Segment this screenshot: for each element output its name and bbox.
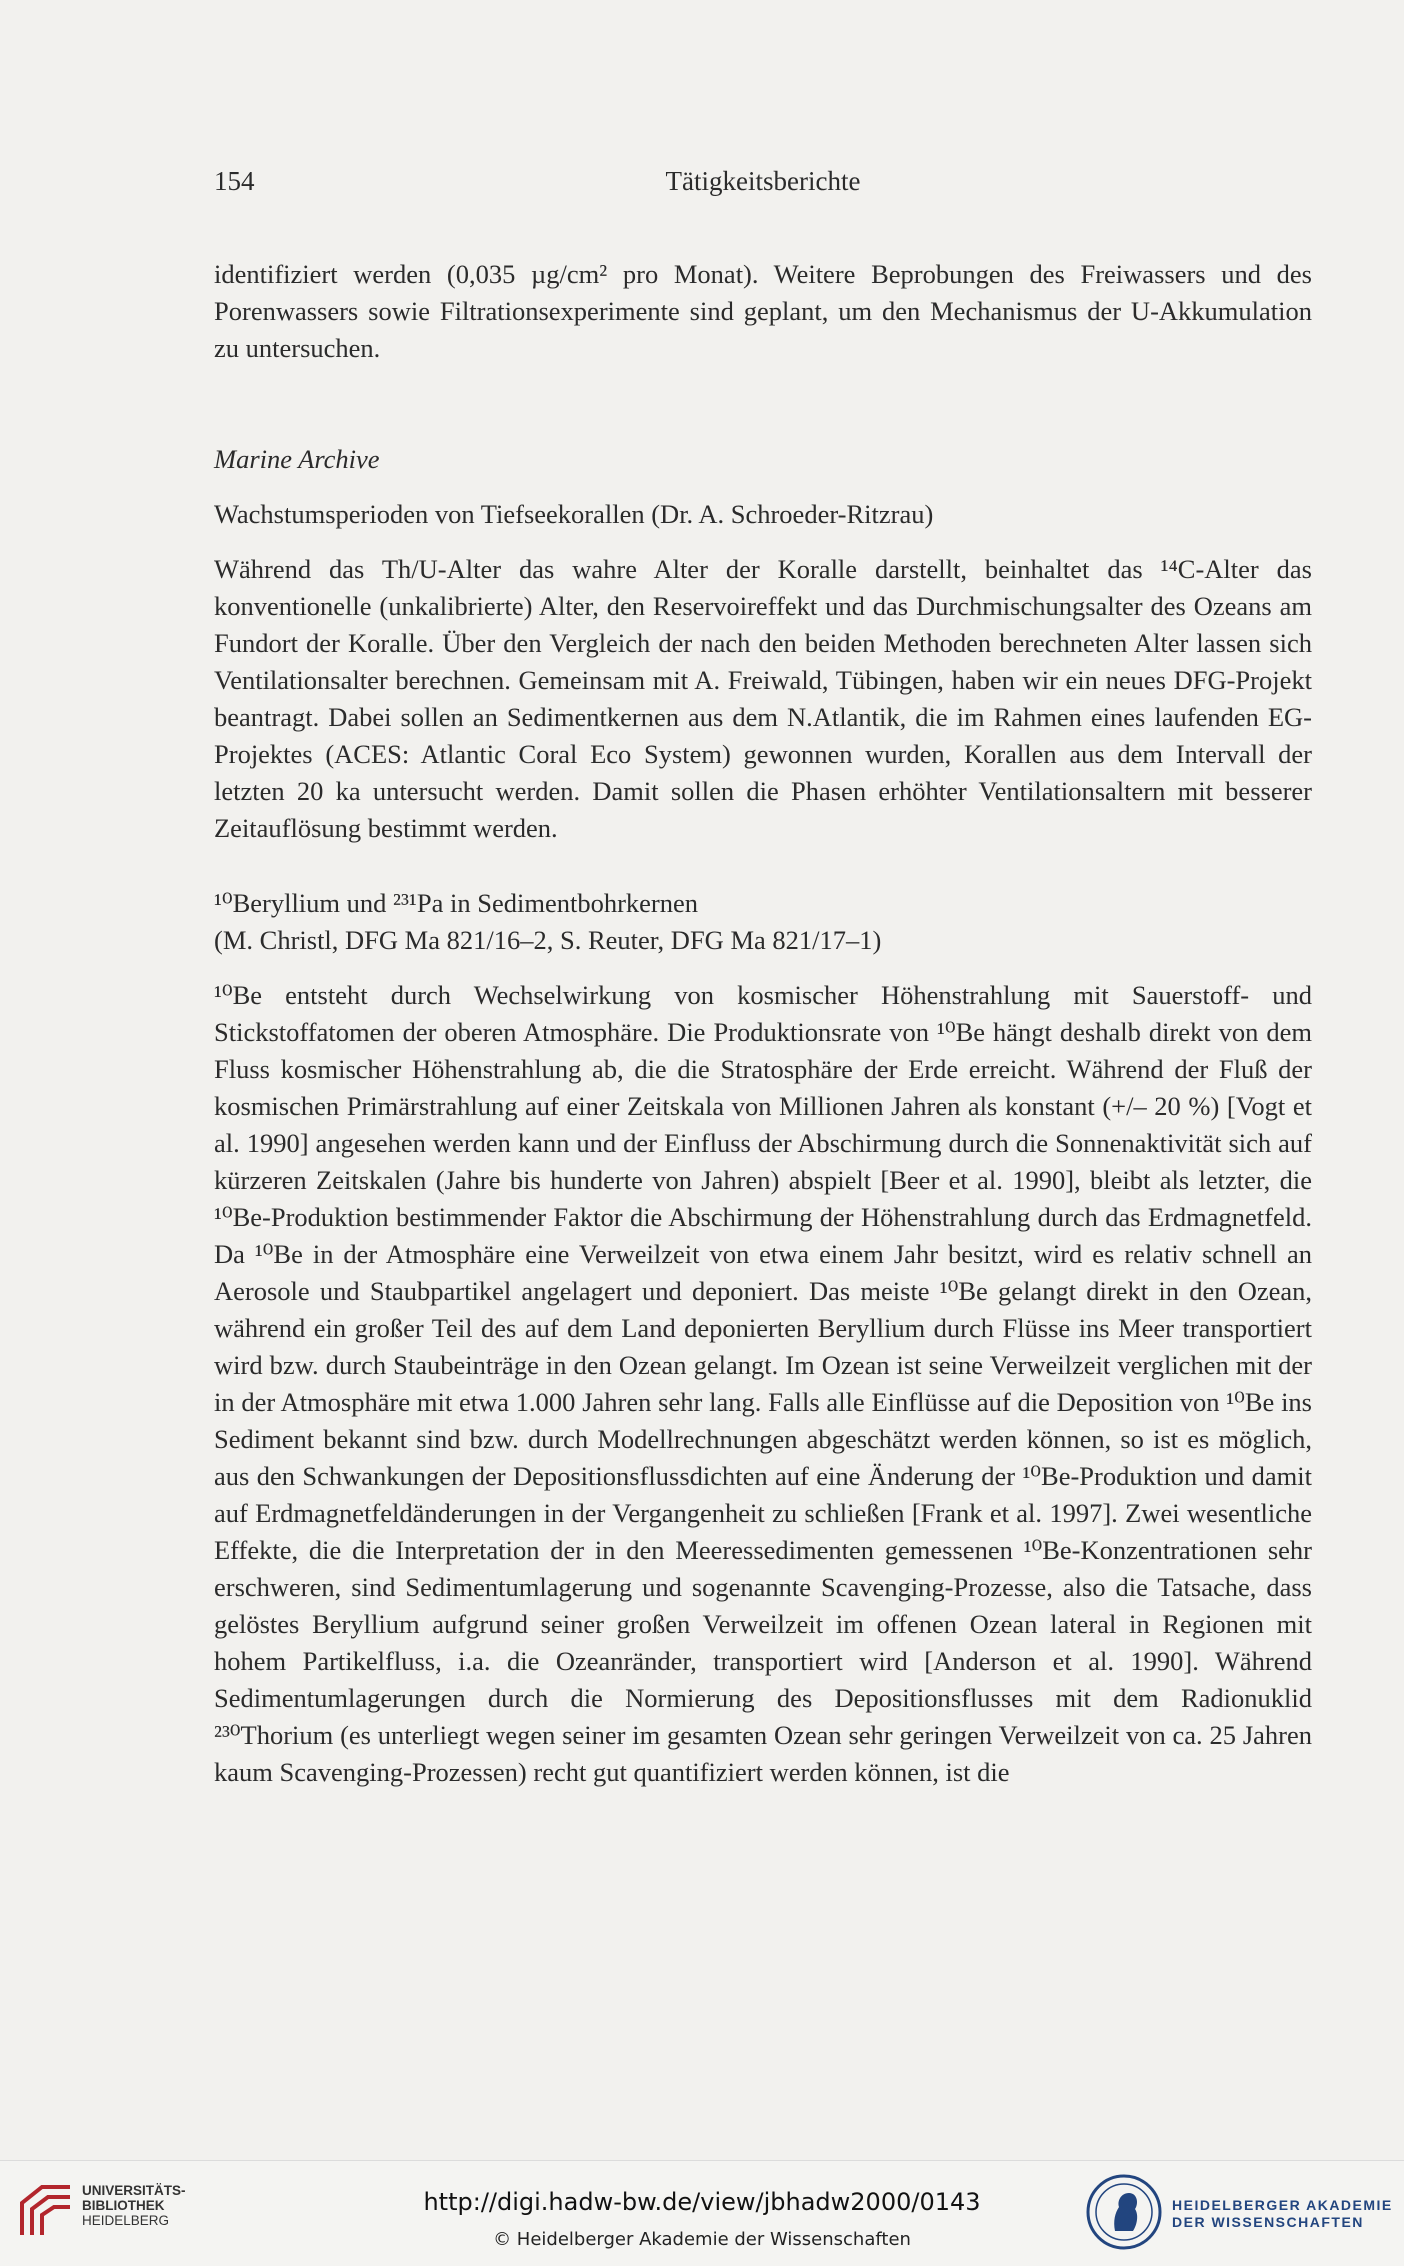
- academy-line1: HEIDELBERGER AKADEMIE: [1172, 2197, 1393, 2213]
- library-line1: UNIVERSITÄTS-: [82, 2183, 186, 2198]
- copyright-notice: © Heidelberger Akademie der Wissenschaften: [493, 2229, 911, 2250]
- viewer-footer: [0, 2160, 1404, 2266]
- academy-name: [1172, 2197, 1393, 2231]
- project2-title-line1: ¹⁰Beryllium und ²³¹Pa in Sedimentbohrkernen: [214, 888, 699, 918]
- academy-seal-icon: [1085, 2173, 1163, 2251]
- page-number: 154: [214, 166, 255, 196]
- permalink-url[interactable]: http://digi.hadw-bw.de/view/jbhadw2000/0143: [423, 2188, 981, 2216]
- project2-paragraph: ¹⁰Be entsteht durch Wechselwirkung von kosmischer Höhenstrahlung mit Sauerstoff- und Stickstoffatomen der oberen Atmosphäre. Die Produktionsrate von ¹⁰Be hängt deshalb direkt von dem Fluss kosmischer Höhenstrahlung ab, die die Stratosphäre der Erde erreicht. Während der Fluß der kosmischen Primärstrahlung auf einer Zeitskala von Millionen Jahren als konstant (+/– 20 %) [Vogt et al. 1990] angesehen werden kann und der Einfluss der Abschirmung durch die Sonnenaktivität sich auf kürzeren Zeitskalen (Jahre bis hunderte von Jahren) abspielt [Beer et al. 1990], bleibt als letzter, die ¹⁰Be-Produktion bestimmender Faktor die Abschirmung der Höhenstrahlung durch das Erdmagnetfeld. Da ¹⁰Be in der Atmosphäre eine Verweilzeit von etwa einem Jahr besitzt, wird es relativ schnell an Aerosole und Staubpartikel angelagert und deponiert. Das meiste ¹⁰Be gelangt direkt in den Ozean, während ein großer Teil des auf dem Land deponierten Beryllium durch Flüsse ins Meer transportiert wird bzw. durch Staubeinträge in den Ozean gelangt. Im Ozean ist seine Verweilzeit verglichen mit der in der Atmosphäre mit etwa 1.000 Jahren sehr lang. Falls alle Einflüsse auf die Deposition von ¹⁰Be ins Sediment bekannt sind bzw. durch Modellrechnungen abgeschätzt werden können, so ist es möglich, aus den Schwankungen der Depositionsflussdichten auf eine Änderung der ¹⁰Be-Produktion und damit auf Erdmagnetfeldänderungen in der Vergangenheit zu schließen [Frank et al. 1997]. Zwei wesentliche Effekte, die die Interpretation der in den Meeressedimenten gemessenen ¹⁰Be-Konzentrationen sehr erschweren, sind Sedimentumlagerung und sogenannte Scavenging-Prozesse, also die Tatsache, dass gelöstes Beryllium aufgrund seiner großen Verweilzeit im offenen Ozean lateral in Regionen mit hohem Partikelfluss, i.a. die Ozeanränder, transportiert wird [Anderson et al. 1990]. Während Sedimentumlagerungen durch die Normierung des Depositionsflusses mit dem Radionuklid ²³⁰Thorium (es unterliegt wegen seiner im gesamten Ozean sehr geringen Verweilzeit von ca. 25 Jahren kaum Scavenging-Prozessen) recht gut quantifiziert werden können, ist die: [214, 980, 1312, 1787]
- library-line2: BIBLIOTHEK: [82, 2198, 165, 2213]
- project1-paragraph: Während das Th/U-Alter das wahre Alter der Koralle darstellt, beinhaltet das ¹⁴C-Alter das konventionelle (unkalibrierte) Alter, den Reservoireffekt und das Durchmischungsalter des Ozeans am Fundort der Koralle. Über den Vergleich der nach den beiden Methoden berechneten Alter lassen sich Ventilationsalter berechnen. Gemeinsam mit A. Freiwald, Tübingen, haben wir ein neues DFG-Projekt beantragt. Dabei sollen an Sedimentkernen aus dem N.Atlantik, die im Rahmen eines laufenden EG-Projektes (ACES: Atlantic Coral Eco System) gewonnen wurden, Korallen aus dem Intervall der letzten 20 ka untersucht werden. Damit sollen die Phasen erhöhter Ventilationsaltern mit besserer Zeitauflösung bestimmt werden.: [214, 554, 1312, 843]
- running-head: [214, 166, 1312, 206]
- running-title: Tätigkeitsberichte: [665, 166, 861, 196]
- section-title: Marine Archive: [214, 444, 380, 474]
- library-line3: HEIDELBERG: [82, 2213, 170, 2228]
- body-text: [214, 256, 1312, 1791]
- project2-title-line2: (M. Christl, DFG Ma 821/16–2, S. Reuter, DFG Ma 821/17–1): [214, 925, 882, 955]
- project1-title: Wachstumsperioden von Tiefseekorallen (Dr. A. Schroeder-Ritzrau): [214, 499, 934, 529]
- academy-line2: DER WISSENSCHAFTEN: [1172, 2214, 1364, 2230]
- intro-paragraph: identifiziert werden (0,035 µg/cm² pro Monat). Weitere Beprobungen des Freiwassers und des Porenwassers sowie Filtrationsexperimente sind geplant, um den Mechanismus der U-Akkumulation zu untersuchen.: [214, 259, 1312, 363]
